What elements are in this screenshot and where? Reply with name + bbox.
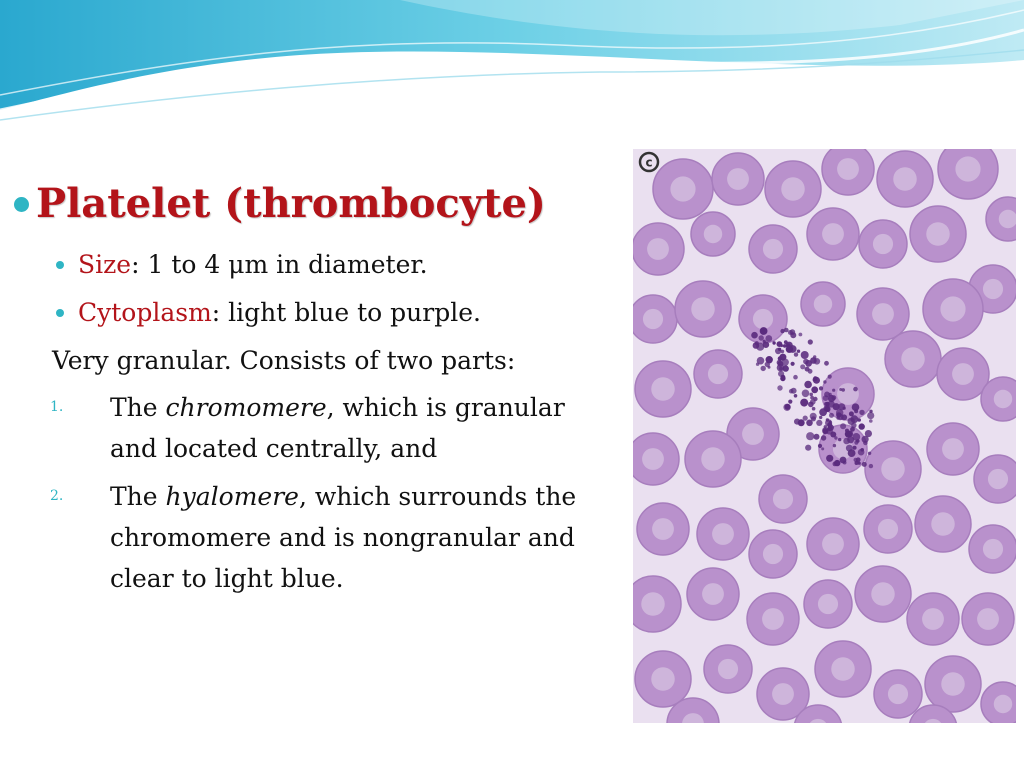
cell-central-pallor <box>753 309 773 329</box>
cell-central-pallor <box>822 533 844 555</box>
cell-central-pallor <box>988 469 1008 489</box>
platelet-granule <box>813 397 817 401</box>
platelet-granule <box>779 354 786 361</box>
platelet-granule <box>798 419 805 426</box>
platelet-granule <box>853 446 857 450</box>
term-hyalomere: hyalomere <box>165 482 299 511</box>
cell-central-pallor <box>781 177 805 201</box>
platelet-granule <box>836 416 840 420</box>
cell-central-pallor <box>762 608 784 630</box>
cell-central-pallor <box>701 447 725 471</box>
platelet-granule <box>869 464 873 468</box>
cell-central-pallor <box>872 303 894 325</box>
item-text-pre: The <box>110 482 166 511</box>
platelet-granule <box>859 423 865 429</box>
size-value: : 1 to 4 μm in diameter. <box>131 250 428 279</box>
item-number: 1. <box>50 399 64 415</box>
numbered-item-chromomere <box>50 387 614 469</box>
platelet-granule <box>821 435 826 440</box>
platelet-granule <box>768 366 771 369</box>
platelet-granule <box>841 388 845 392</box>
platelet-granule <box>848 449 856 457</box>
cell-central-pallor <box>652 518 674 540</box>
platelet-granule <box>794 394 798 398</box>
platelet-granule <box>799 333 803 337</box>
platelet-granule <box>806 432 814 440</box>
platelet-granule <box>818 444 822 448</box>
platelet-granule <box>869 419 873 423</box>
platelet-granule <box>808 369 813 374</box>
platelet-granule <box>821 447 824 450</box>
term-chromomere: chromomere <box>165 393 327 422</box>
cell-central-pallor <box>873 234 893 254</box>
platelet-granule <box>810 413 817 420</box>
platelet-granule <box>797 350 800 353</box>
platelet-granule <box>788 400 792 404</box>
cell-central-pallor <box>814 295 832 313</box>
platelet-granule <box>833 444 836 447</box>
cell-central-pallor <box>888 684 908 704</box>
cell-central-pallor <box>837 383 859 405</box>
bullet-text <box>78 296 481 330</box>
cell-central-pallor <box>831 657 855 681</box>
cell-central-pallor <box>940 296 965 321</box>
item-number: 2. <box>50 488 64 504</box>
platelet-granule <box>867 412 874 419</box>
cell-central-pallor <box>893 167 917 191</box>
blood-smear-micrograph <box>633 149 1016 723</box>
cell-central-pallor <box>942 438 964 460</box>
keyword-size: Size <box>78 250 132 279</box>
cell-central-pallor <box>952 363 974 385</box>
granular-paragraph: Very granular. Consists of two parts: <box>52 346 516 375</box>
header-wave-decoration <box>0 0 1024 125</box>
platelet-granule <box>786 346 793 353</box>
cell-central-pallor <box>931 512 955 536</box>
cell-central-pallor <box>647 238 669 260</box>
platelet-granule <box>788 330 793 335</box>
platelet-granule <box>845 431 850 436</box>
platelet-granule <box>858 449 865 456</box>
platelet-granule <box>751 332 758 339</box>
platelet-granule <box>800 364 805 369</box>
platelet-granule <box>810 357 817 364</box>
cell-central-pallor <box>955 156 980 181</box>
platelet-granule <box>854 409 858 413</box>
platelet-granule <box>763 340 766 343</box>
platelet-granule <box>826 455 833 462</box>
platelet-granule <box>785 404 791 410</box>
cell-central-pallor <box>881 457 905 481</box>
numbered-item-hyalomere <box>50 476 614 599</box>
platelet-granule <box>783 365 789 371</box>
platelet-granule <box>843 461 847 465</box>
bullet-cytoplasm <box>56 296 614 330</box>
cell-central-pallor <box>763 544 783 564</box>
platelet-granule <box>824 361 829 366</box>
cell-central-pallor <box>837 158 859 180</box>
platelet-granule <box>793 375 798 380</box>
platelet-granule <box>868 452 871 455</box>
cell-central-pallor <box>773 489 793 509</box>
platelet-granule <box>759 335 764 340</box>
platelet-granule <box>819 416 822 419</box>
cell-central-pallor <box>941 672 965 696</box>
platelet-granule <box>783 344 787 348</box>
item-text-post: , which is granular and located centrally, and <box>110 393 565 463</box>
bullet-icon <box>56 261 64 269</box>
cell-central-pallor <box>983 279 1003 299</box>
platelet-granule <box>772 341 775 344</box>
platelet-granule <box>779 367 783 371</box>
cytoplasm-value: : light blue to purple. <box>211 298 481 327</box>
cell-central-pallor <box>822 223 844 245</box>
platelet-granule <box>822 427 828 433</box>
platelet-granule <box>829 413 834 418</box>
platelet-granule <box>834 460 840 466</box>
slide-content <box>14 178 614 599</box>
item-text-pre: The <box>110 393 166 422</box>
platelet-granule <box>838 438 841 441</box>
keyword-cytoplasm: Cytoplasm <box>78 298 212 327</box>
platelet-granule <box>823 380 826 383</box>
cell-central-pallor <box>651 667 675 691</box>
platelet-granule <box>814 434 820 440</box>
cell-central-pallor <box>977 608 999 630</box>
platelet-granule <box>856 439 860 443</box>
platelet-granule <box>809 393 813 397</box>
bullet-icon <box>56 309 64 317</box>
item-text-post: , which surrounds the chromomere and is nongranular and clear to light blue. <box>110 482 577 593</box>
platelet-granule <box>756 363 759 366</box>
cell-central-pallor <box>708 364 728 384</box>
cell-central-pallor <box>651 377 675 401</box>
bullet-text <box>78 248 428 282</box>
platelet-granule <box>806 420 813 427</box>
platelet-granule <box>808 339 813 344</box>
platelet-granule <box>803 416 808 421</box>
cell-central-pallor <box>712 523 734 545</box>
platelet-granule <box>832 389 835 392</box>
cell-central-pallor <box>994 695 1012 713</box>
platelet-granule <box>813 376 818 381</box>
platelet-granule <box>832 395 837 400</box>
copyright-mark: c <box>645 155 653 170</box>
platelet-granule <box>865 430 872 437</box>
platelet-granule <box>761 366 766 371</box>
platelet-granule <box>808 402 814 408</box>
cell-central-pallor <box>983 539 1003 559</box>
platelet-granule <box>794 352 798 356</box>
platelet-granule <box>791 362 795 366</box>
platelet-granule <box>812 407 816 411</box>
cell-central-pallor <box>926 222 950 246</box>
cell-central-pallor <box>901 347 925 371</box>
platelet-granule <box>800 399 808 407</box>
platelet-granule <box>778 371 784 377</box>
platelet-granule <box>766 356 773 363</box>
cell-central-pallor <box>641 592 665 616</box>
cell-central-pallor <box>727 168 749 190</box>
platelet-granule <box>780 329 784 333</box>
cell-central-pallor <box>878 519 898 539</box>
bullet-size <box>56 248 614 282</box>
item-text <box>110 476 600 599</box>
cell-central-pallor <box>871 582 895 606</box>
cell-central-pallor <box>742 423 764 445</box>
platelet-granule <box>862 462 867 467</box>
platelet-granule <box>803 359 809 365</box>
platelet-granule <box>801 351 809 359</box>
slide-title: Platelet (thrombocyte) <box>36 180 546 227</box>
cell-central-pallor <box>691 297 715 321</box>
cell-central-pallor <box>718 659 738 679</box>
item-text <box>110 387 600 469</box>
cell-central-pallor <box>704 225 722 243</box>
platelet-granule <box>755 341 759 345</box>
platelet-granule <box>840 423 846 429</box>
platelet-granule <box>805 445 811 451</box>
cell-central-pallor <box>818 594 838 614</box>
platelet-granule <box>775 348 781 354</box>
cell-central-pallor <box>643 309 663 329</box>
platelet-granule <box>802 390 810 398</box>
platelet-granule <box>828 424 834 430</box>
title-bullet-icon <box>14 197 29 212</box>
platelet-granule <box>828 375 832 379</box>
platelet-granule <box>858 462 861 465</box>
platelet-granule <box>834 436 837 439</box>
cell-central-pallor <box>922 608 944 630</box>
platelet-granule <box>816 420 822 426</box>
cell-central-pallor <box>642 448 664 470</box>
platelet-granule <box>791 388 797 394</box>
platelet-granule <box>819 386 823 390</box>
platelet-granule <box>777 385 782 390</box>
cell-central-pallor <box>994 390 1012 408</box>
platelet-granule <box>804 381 812 389</box>
platelet-granule <box>851 423 856 428</box>
platelet-granule <box>819 408 827 416</box>
platelet-granule <box>853 387 858 392</box>
title-row <box>14 178 614 230</box>
cell-central-pallor <box>670 176 695 201</box>
platelet-granule <box>811 386 818 393</box>
platelet-granule <box>841 414 847 420</box>
platelet-granule <box>761 329 764 332</box>
cell-central-pallor <box>772 683 794 705</box>
platelet-granule <box>765 335 772 342</box>
platelet-granule <box>824 392 830 398</box>
platelet-granule <box>857 418 861 422</box>
platelet-granule <box>859 410 864 415</box>
platelet-granule <box>824 402 828 406</box>
cell-central-pallor <box>702 583 724 605</box>
platelet-granule <box>777 341 783 347</box>
cell-central-pallor <box>763 239 783 259</box>
platelet-granule <box>833 403 840 410</box>
